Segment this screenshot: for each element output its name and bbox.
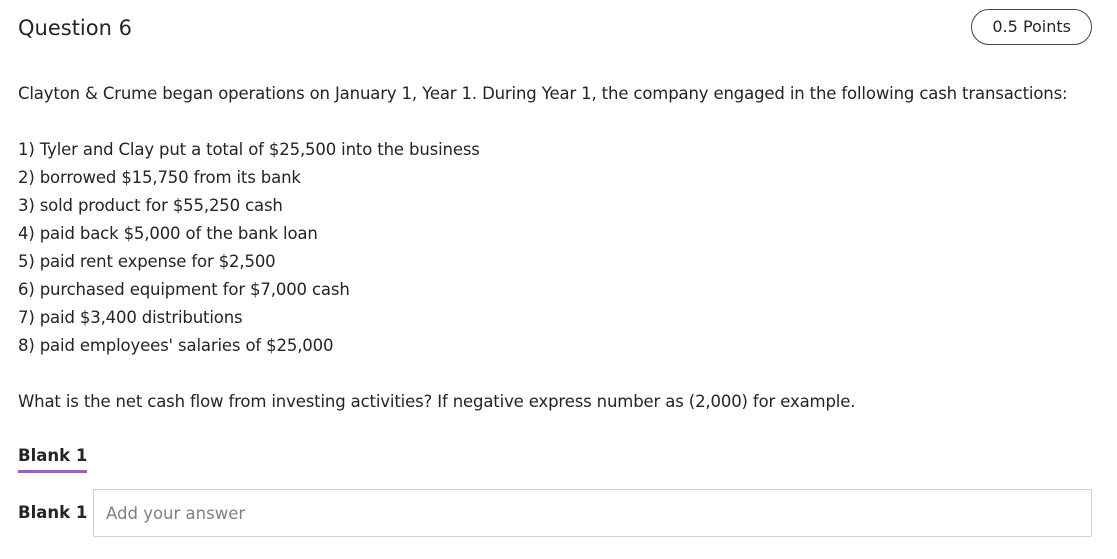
question-title: Question 6: [18, 16, 132, 40]
question-header: [18, 0, 1092, 56]
transaction-item: 6) purchased equipment for $7,000 cash: [18, 280, 350, 299]
answer-input[interactable]: [93, 489, 1092, 537]
transaction-item: 1) Tyler and Clay put a total of $25,500 into the business: [18, 140, 480, 159]
tab-blank-1[interactable]: Blank 1: [18, 443, 87, 473]
transaction-item: 8) paid employees' salaries of $25,000: [18, 336, 334, 355]
question-body: [18, 80, 1098, 416]
question-prompt: What is the net cash flow from investing activities? If negative express number as (2,000) for example.: [18, 392, 856, 411]
answer-row: [18, 489, 1092, 537]
blank-tabs: [18, 443, 87, 473]
transaction-item: 3) sold product for $55,250 cash: [18, 196, 283, 215]
transaction-item: 7) paid $3,400 distributions: [18, 308, 243, 327]
transaction-item: 5) paid rent expense for $2,500: [18, 252, 276, 271]
points-badge: 0.5 Points: [971, 9, 1092, 45]
question-intro: Clayton & Crume began operations on January 1, Year 1. During Year 1, the company engaged in the following cash transactions:: [18, 84, 1068, 103]
transaction-item: 4) paid back $5,000 of the bank loan: [18, 224, 318, 243]
transaction-list: [18, 136, 1098, 360]
transaction-item: 2) borrowed $15,750 from its bank: [18, 168, 301, 187]
answer-label: Blank 1: [18, 503, 88, 522]
